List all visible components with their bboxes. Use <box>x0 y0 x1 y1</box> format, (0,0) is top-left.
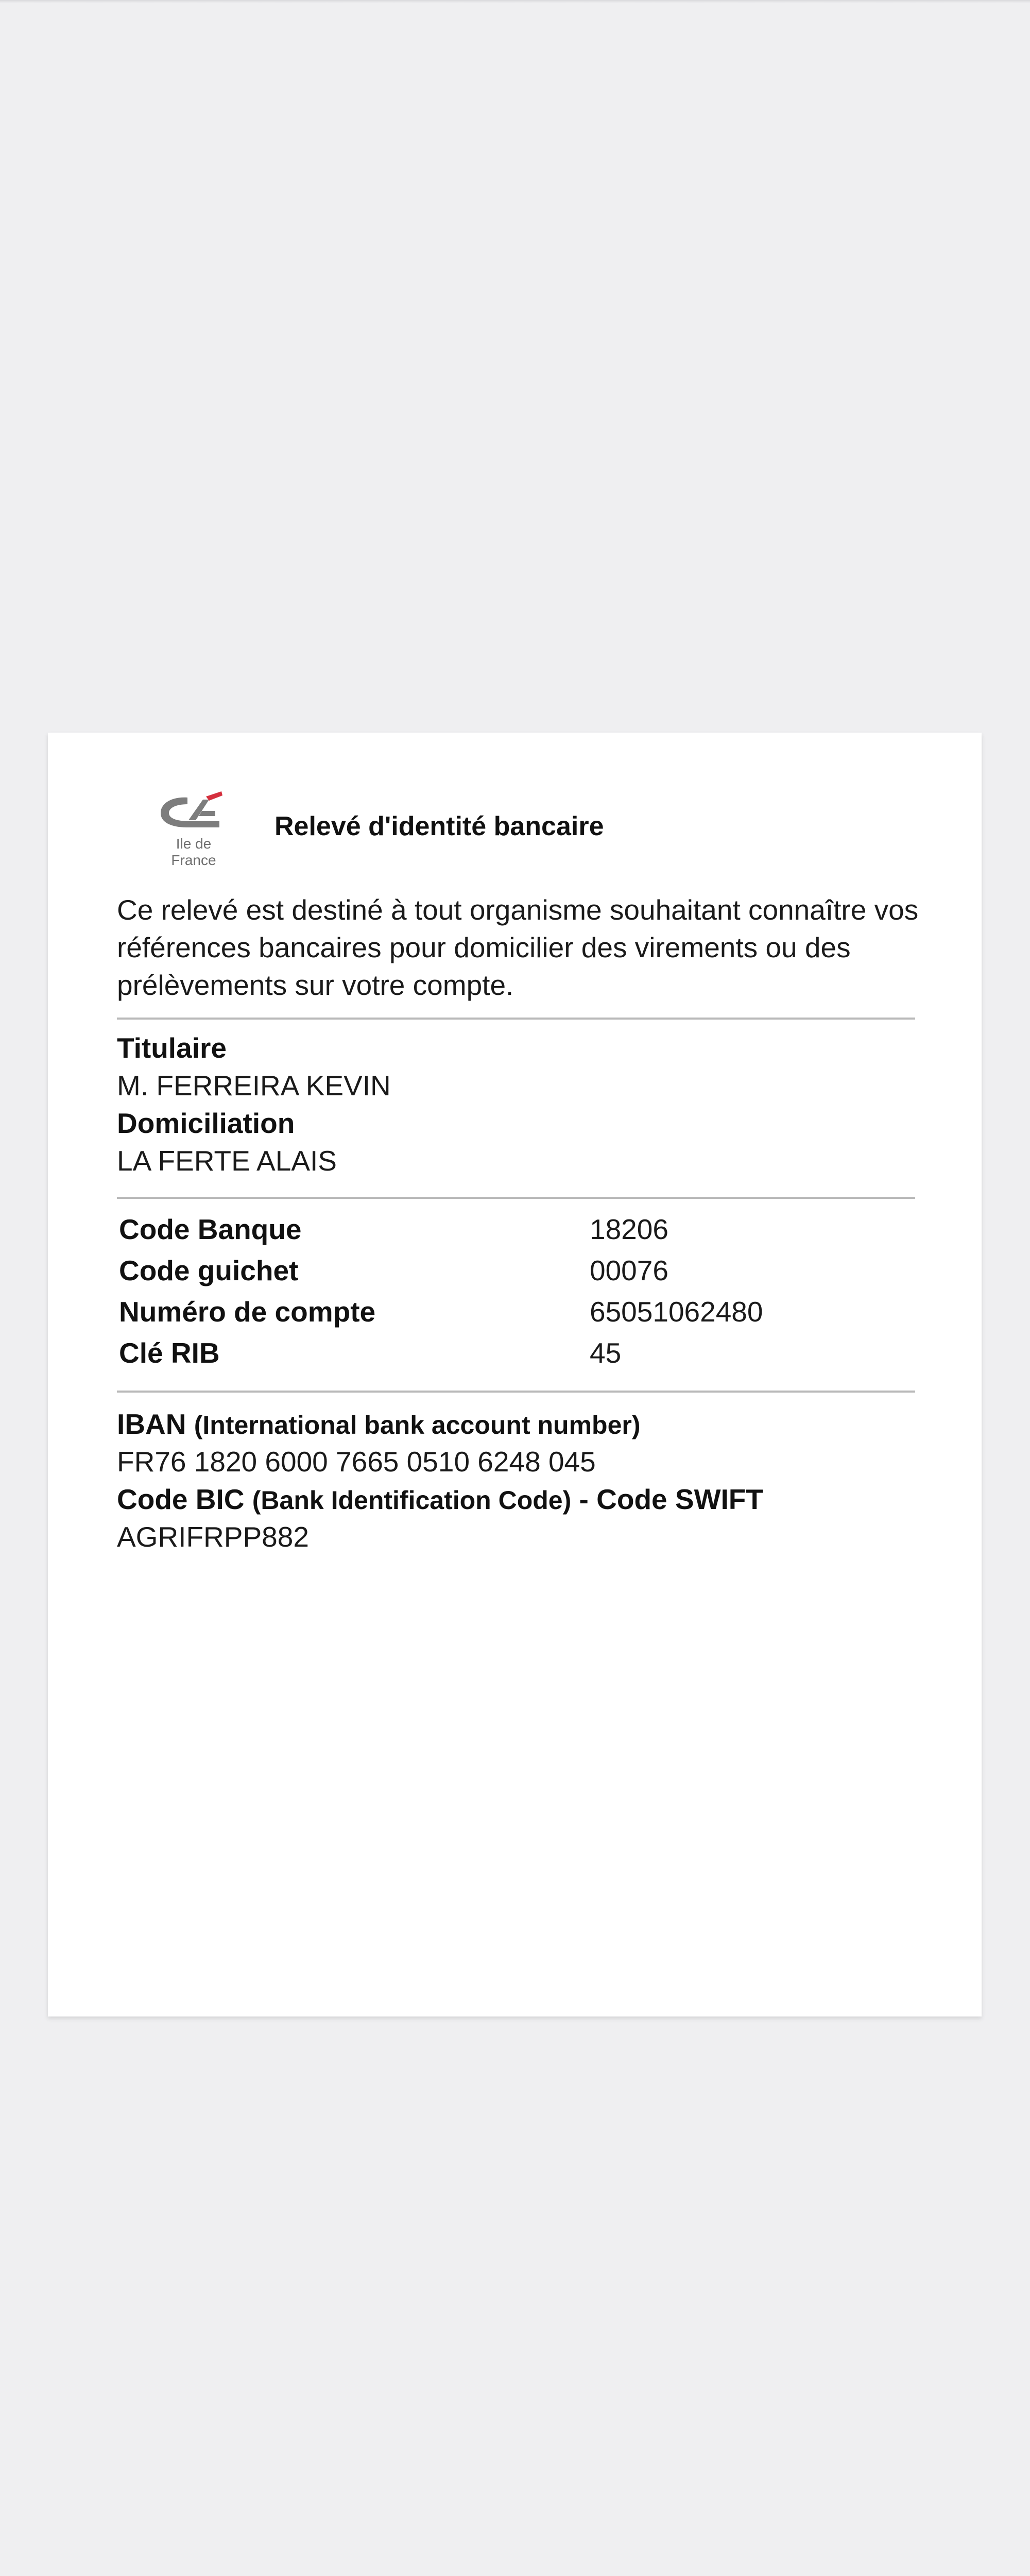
bic-label-suffix: - Code SWIFT <box>579 1483 763 1515</box>
credit-agricole-logo-icon <box>158 790 225 838</box>
divider <box>117 1197 915 1199</box>
divider <box>117 1018 915 1020</box>
code-row-guichet <box>119 1254 912 1295</box>
bic-label <box>117 1483 763 1516</box>
code-banque-label: Code Banque <box>119 1213 302 1245</box>
bic-value: AGRIFRPP882 <box>117 1521 309 1553</box>
top-edge-shadow <box>0 0 1030 3</box>
domiciliation-value: LA FERTE ALAIS <box>117 1145 337 1177</box>
numero-compte-value: 65051062480 <box>590 1296 763 1328</box>
numero-compte-label: Numéro de compte <box>119 1296 376 1328</box>
logo-region-line2: France <box>171 852 216 868</box>
code-row-cle-rib <box>119 1336 912 1378</box>
cle-rib-value: 45 <box>590 1337 622 1369</box>
cle-rib-label: Clé RIB <box>119 1337 220 1369</box>
bic-label-detail: (Bank Identification Code) <box>252 1486 572 1515</box>
intro-paragraph: Ce relevé est destiné à tout organisme souhaitant connaître vos références bancaires pour domicilier des virements ou des prélèvements sur votre compte. <box>117 894 919 1001</box>
code-guichet-label: Code guichet <box>119 1255 299 1286</box>
iban-label-detail: (International bank account number) <box>194 1411 641 1439</box>
bic-label-main: Code BIC <box>117 1483 245 1515</box>
domiciliation-label: Domiciliation <box>117 1107 295 1139</box>
rib-document-page <box>48 733 982 2016</box>
code-banque-value: 18206 <box>590 1213 668 1245</box>
iban-label <box>117 1408 640 1440</box>
bank-codes-table <box>119 1213 912 1378</box>
divider <box>117 1391 915 1393</box>
logo-region-text <box>158 836 230 869</box>
code-guichet-value: 00076 <box>590 1255 668 1286</box>
code-row-banque <box>119 1213 912 1254</box>
titulaire-label: Titulaire <box>117 1032 227 1064</box>
titulaire-value: M. FERREIRA KEVIN <box>117 1070 391 1101</box>
document-title: Relevé d'identité bancaire <box>274 811 604 841</box>
iban-value: FR76 1820 6000 7665 0510 6248 045 <box>117 1446 596 1478</box>
iban-label-main: IBAN <box>117 1408 186 1440</box>
bank-logo <box>158 790 225 878</box>
code-row-compte <box>119 1295 912 1336</box>
logo-region-line1: Ile de <box>176 836 212 852</box>
